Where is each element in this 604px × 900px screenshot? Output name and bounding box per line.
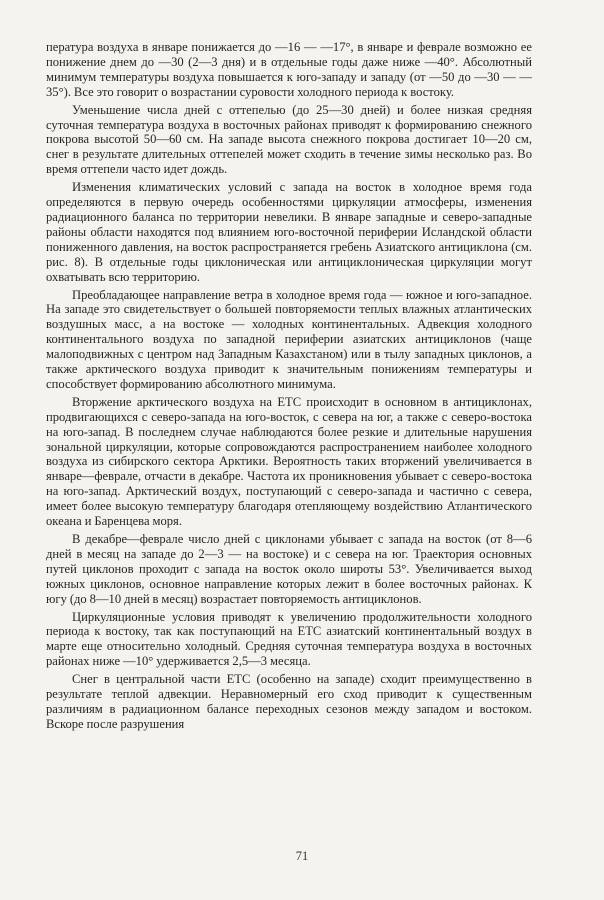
paragraph-6: В декабре—феврале число дней с циклонами убывает с запада на восток (от 8—6 дней в месяц на западе до 2—3 — на востоке) и с севера на юг. Траектория основных путей циклонов проходит с запада на восток около широты 53°. Увеличивается выход южных циклонов, основное направление которых лежит в более восточных районах. К югу (до 8—10 дней в месяц) возрастает повторяемость антициклонов. bbox=[46, 532, 532, 606]
paragraph-5: Вторжение арктического воздуха на ЕТС происходит в основном в антициклонах, продвигающихся с северо-запада на юго-восток, с севера на юг, а также с северо-востока на юго-запад. В последнем случае наблюдаются более резкие и длительные нарушения зональной циркуляции, которые сопровождаются распространением наиболее холодного воздуха из сибирского сектора Арктики. Вероятность таких вторжений увеличивается в январе—феврале, отчасти в декабре. Частота их проникновения убывает с северо-востока на юго-запад. Арктический воздух, поступающий с северо-запада и частично с севера, имеет более высокую температуру благодаря отепляющему воздействию Атлантического океана и Баренцева моря. bbox=[46, 394, 532, 529]
paragraph-4: Преобладающее направление ветра в холодное время года — южное и юго-западное. На западе это свидетельствует о большей повторяемости теплых влажных атлантических воздушных масс, а на востоке — холодных континентальных. Адвекция холодного континентального воздуха по западной периферии азиатских антициклонов (чаще малоподвижных с центром над Западным Казахстаном) или в тылу западных циклонов, а также арктического воздуха приводит к значительным понижениям температуры и способствует формированию абсолютного минимума. bbox=[46, 287, 532, 391]
paragraph-1: пература воздуха в январе понижается до —16 — —17°, в январе и феврале возможно ее понижение днем до —30 (2—3 дня) и в отдельные годы даже ниже —40°. Абсолютный минимум температуры воздуха повышается к юго-западу и западу (от —50 до —30 — —35°). Все это говорит о возрастании суровости холодного периода к востоку. bbox=[46, 40, 532, 99]
page-number: 71 bbox=[295, 849, 309, 863]
paragraph-2: Уменьшение числа дней с оттепелью (до 25—30 дней) и более низкая средняя суточная температура воздуха в восточных районах приводят к формированию снежного покрова высотой 50—60 см. На западе высота снежного покрова достигает 10—20 см, снег в результате длительных оттепелей может сходить в течение зимы несколько раз. Во время оттепели часто идет дождь. bbox=[46, 102, 532, 177]
paragraph-7: Циркуляционные условия приводят к увеличению продолжительности холодного периода к востоку, так как поступающий на ЕТС азиатский континентальный воздух в марте еще относительно холодный. Средняя суточная температура воздуха в восточных районах ниже —10° удерживается 2,5—3 месяца. bbox=[46, 609, 532, 669]
paragraph-3: Изменения климатических условий с запада на восток в холодное время года определяются в первую очередь особенностями циркуляции атмосферы, изменения радиационного баланса по территории невелики. В январе западные и северо-западные районы области находятся под влиянием юго-восточной периферии Исландской области пониженного давления, на восток распространяется гребень Азиатского антициклона (см. рис. 8). В отдельные годы циклоническая или антициклоническая циркуляции могут охватывать всю территорию. bbox=[46, 180, 532, 284]
text-column bbox=[46, 40, 532, 735]
paragraph-8: Снег в центральной части ЕТС (особенно на западе) сходит преимущественно в результате теплой адвекции. Неравномерный его сход приводит к существенным различиям в радиационном балансе переходных сезонов между западом и востоком. Вскоре после разрушения bbox=[46, 672, 532, 731]
